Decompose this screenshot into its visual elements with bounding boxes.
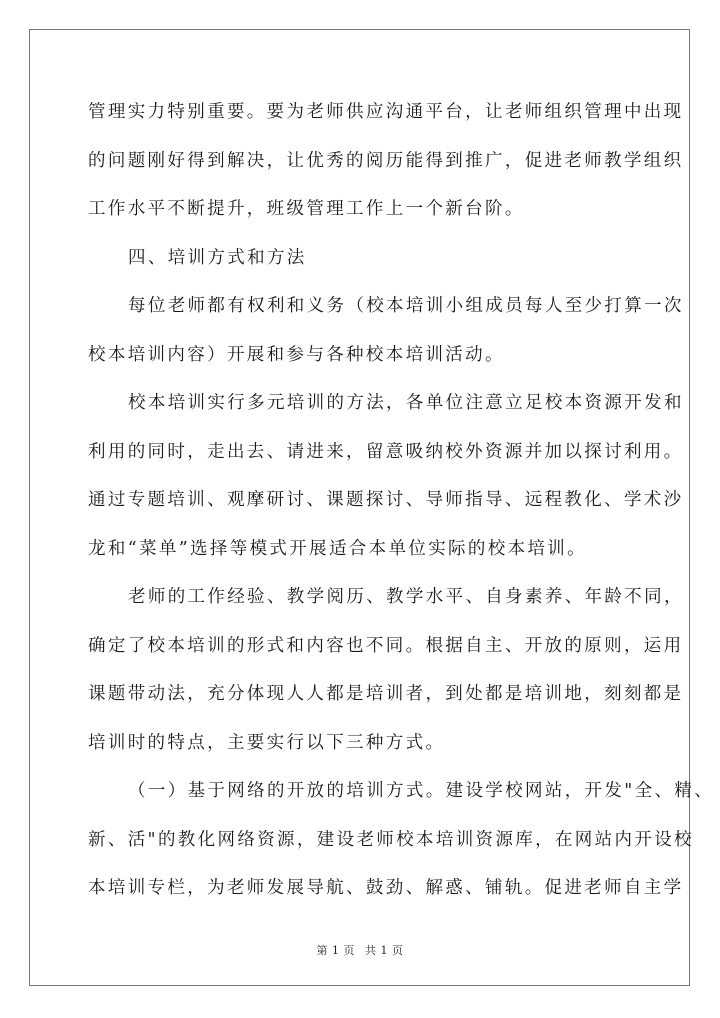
text-line-7: 校本培训实行多元培训的方法，各单位注意立足校本资源开发和 [128, 393, 684, 413]
text-line-14: 培训时的特点，主要实行以下三种方式。 [88, 733, 446, 753]
text-line-2: 的问题刚好得到解决，让优秀的阅历能得到推广，促进老师教学组织 [88, 151, 684, 171]
text-line-11: 老师的工作经验、教学阅历、教学水平、自身素养、年龄不同， [128, 587, 684, 607]
page-number-current: 第 1 页 [316, 944, 355, 957]
text-line-10: 龙和“菜单”选择等模式开展适合本单位实际的校本培训。 [88, 539, 587, 559]
text-line-17: 本培训专栏，为老师发展导航、鼓劲、解惑、铺轨。促进老师自主学 [88, 878, 684, 898]
section-heading: 四、培训方式和方法 [128, 248, 307, 268]
page-number-total: 共 1 页 [365, 944, 404, 957]
text-line-16: 新、活"的教化网络资源，建设老师校本培训资源库，在网站内开设校 [88, 830, 694, 850]
text-line-6: 校本培训内容）开展和参与各种校本培训活动。 [88, 345, 505, 365]
text-line-15: （一）基于网络的开放的培训方式。建设学校网站，开发"全、精、 [128, 781, 715, 801]
text-line-5: 每位老师都有权利和义务（校本培训小组成员每人至少打算一次 [128, 296, 684, 316]
text-line-3: 工作水平不断提升，班级管理工作上一个新台阶。 [88, 199, 525, 219]
page-footer [0, 942, 720, 958]
text-line-13: 课题带动法，充分体现人人都是培训者，到处都是培训地，刻刻都是 [88, 684, 684, 704]
text-line-1: 管理实力特别重要。要为老师供应沟通平台，让老师组织管理中出现 [88, 102, 684, 122]
text-line-8: 利用的同时，走出去、请进来，留意吸纳校外资源并加以探讨利用。 [88, 442, 684, 462]
text-line-9: 通过专题培训、观摩研讨、课题探讨、导师指导、远程教化、学术沙 [88, 490, 684, 510]
text-line-12: 确定了校本培训的形式和内容也不同。根据自主、开放的原则，运用 [88, 636, 684, 656]
